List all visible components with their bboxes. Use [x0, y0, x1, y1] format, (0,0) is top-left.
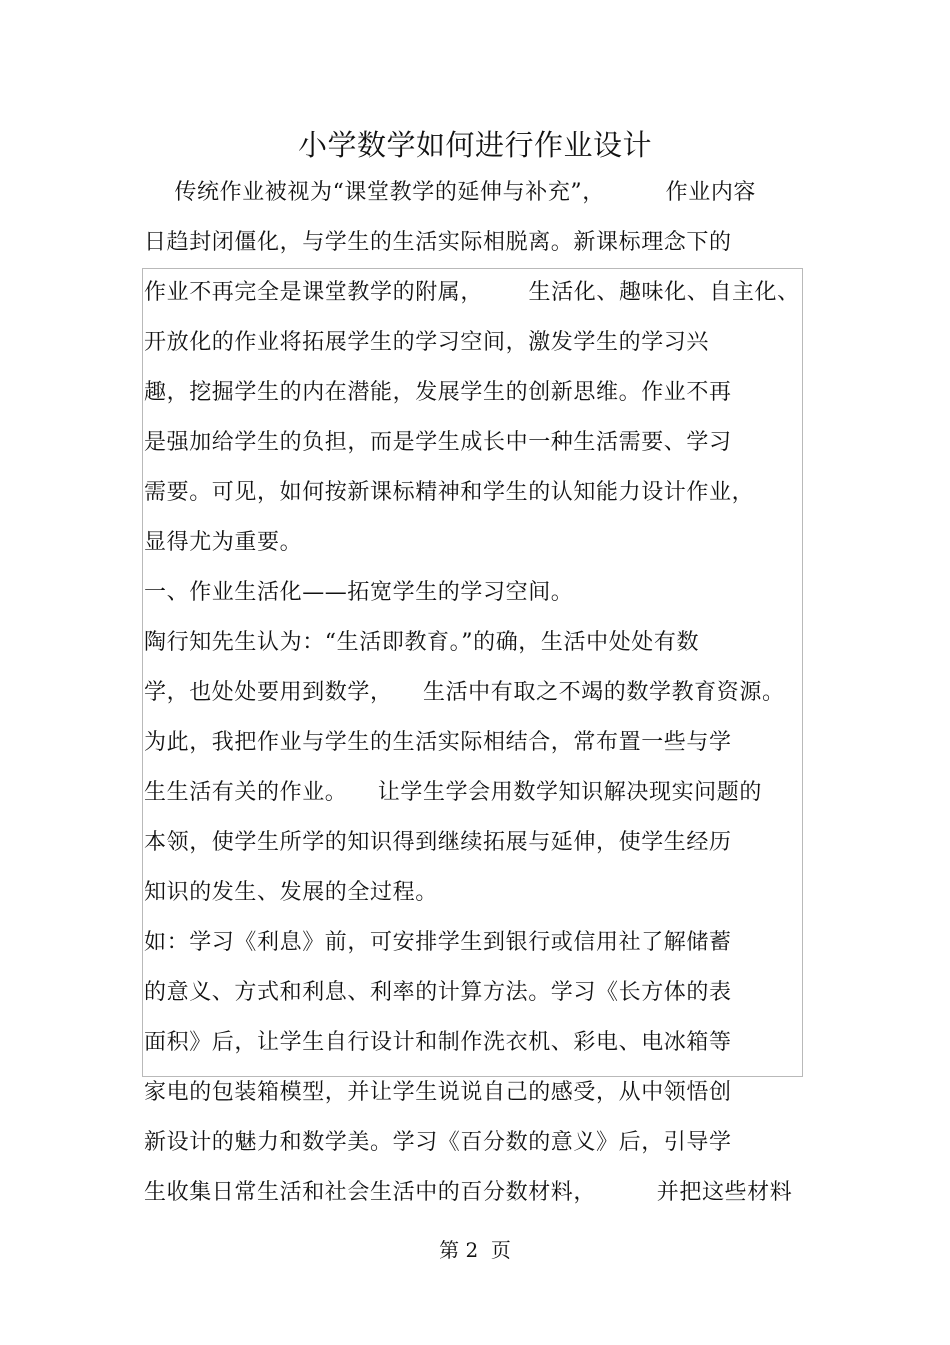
paragraph-line: 显得尤为重要。: [144, 530, 303, 555]
paragraph-line: 面积》后，让学生自行设计和制作洗衣机、彩电、电冰箱等: [144, 1030, 732, 1055]
paragraph-line: 日趋封闭僵化，与学生的生活实际相脱离。新课标理念下的: [144, 230, 732, 255]
document-title: 小学数学如何进行作业设计: [297, 128, 652, 162]
paragraph-line: 生收集日常生活和社会生活中的百分数材料， 并把这些材料: [144, 1180, 793, 1205]
paragraph-line: 本领，使学生所学的知识得到继续拓展与延伸，使学生经历: [144, 830, 732, 855]
paragraph-line: 生生活有关的作业。 让学生学会用数学知识解决现实问题的: [144, 780, 762, 805]
section-heading: 一、作业生活化——拓宽学生的学习空间。: [144, 580, 574, 605]
paragraph-line: 知识的发生、发展的全过程。: [144, 880, 438, 905]
paragraph-line: 是强加给学生的负担，而是学生成长中一种生活需要、学习: [144, 430, 732, 455]
paragraph-line: 开放化的作业将拓展学生的学习空间，激发学生的学习兴: [144, 330, 710, 355]
paragraph-line: 需要。可见，如何按新课标精神和学生的认知能力设计作业，: [144, 480, 755, 505]
paragraph-line: 如：学习《利息》前，可安排学生到银行或信用社了解储蓄: [144, 930, 732, 955]
paragraph-line: 学，也处处要用到数学， 生活中有取之不竭的数学教育资源。: [144, 680, 785, 705]
paragraph-line: 的意义、方式和利息、利率的计算方法。学习《长方体的表: [144, 980, 732, 1005]
paragraph-line: 趣，挖掘学生的内在潜能，发展学生的创新思维。作业不再: [144, 380, 732, 405]
paragraph-line: 陶行知先生认为：“生活即教育。”的确，生活中处处有数: [144, 630, 700, 655]
paragraph-line: 新设计的魅力和数学美。学习《百分数的意义》后，引导学: [144, 1130, 732, 1155]
paragraph-line: 为此，我把作业与学生的生活实际相结合，常布置一些与学: [144, 730, 732, 755]
paragraph-line: 作业不再完全是课堂教学的附属， 生活化、趣味化、自主化、: [144, 280, 800, 305]
page-number: 第 2 页: [439, 1238, 511, 1262]
paragraph-line: 传统作业被视为“课堂教学的延伸与补充”， 作业内容: [144, 180, 757, 205]
paragraph-line: 家电的包装箱模型，并让学生说说自己的感受，从中领悟创: [144, 1080, 732, 1105]
